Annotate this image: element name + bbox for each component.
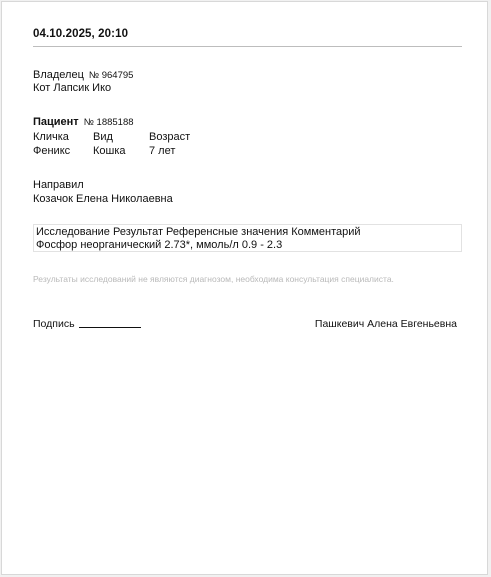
report-datetime: 04.10.2025, 20:10 [33,28,129,40]
owner-name: Кот Лапсик Ико [33,82,112,94]
patient-label: Пациент [33,116,79,128]
signature-label: Подпись [33,318,75,330]
results-data-row: Фосфор неорганический 2.73*, ммоль/л 0.9 - 2.3 [36,239,283,251]
disclaimer-note: Результаты исследований не являются диагнозом, необходима консультация специалиста. [33,274,394,284]
owner-heading [33,69,133,81]
species-value: Кошка [93,145,126,157]
owner-label: Владелец [33,69,84,81]
header-divider [33,46,462,47]
age-value: 7 лет [149,145,176,157]
results-header-row: Исследование Результат Референсные значения Комментарий [36,226,361,238]
referral-name: Козачок Елена Николаевна [33,193,173,205]
document-page [1,1,488,575]
age-label: Возраст [149,131,191,143]
species-label: Вид [93,131,113,143]
patient-number: № 1885188 [83,117,134,128]
patient-heading [33,116,134,128]
referral-label: Направил [33,179,84,191]
nickname-value: Феникс [33,145,71,157]
owner-number: № 964795 [88,70,134,81]
signature-line [79,327,141,328]
doctor-name: Пашкевич Алена Евгеньевна [314,318,457,330]
signature-field [33,318,141,330]
nickname-label: Кличка [33,131,69,143]
results-table [33,224,462,252]
